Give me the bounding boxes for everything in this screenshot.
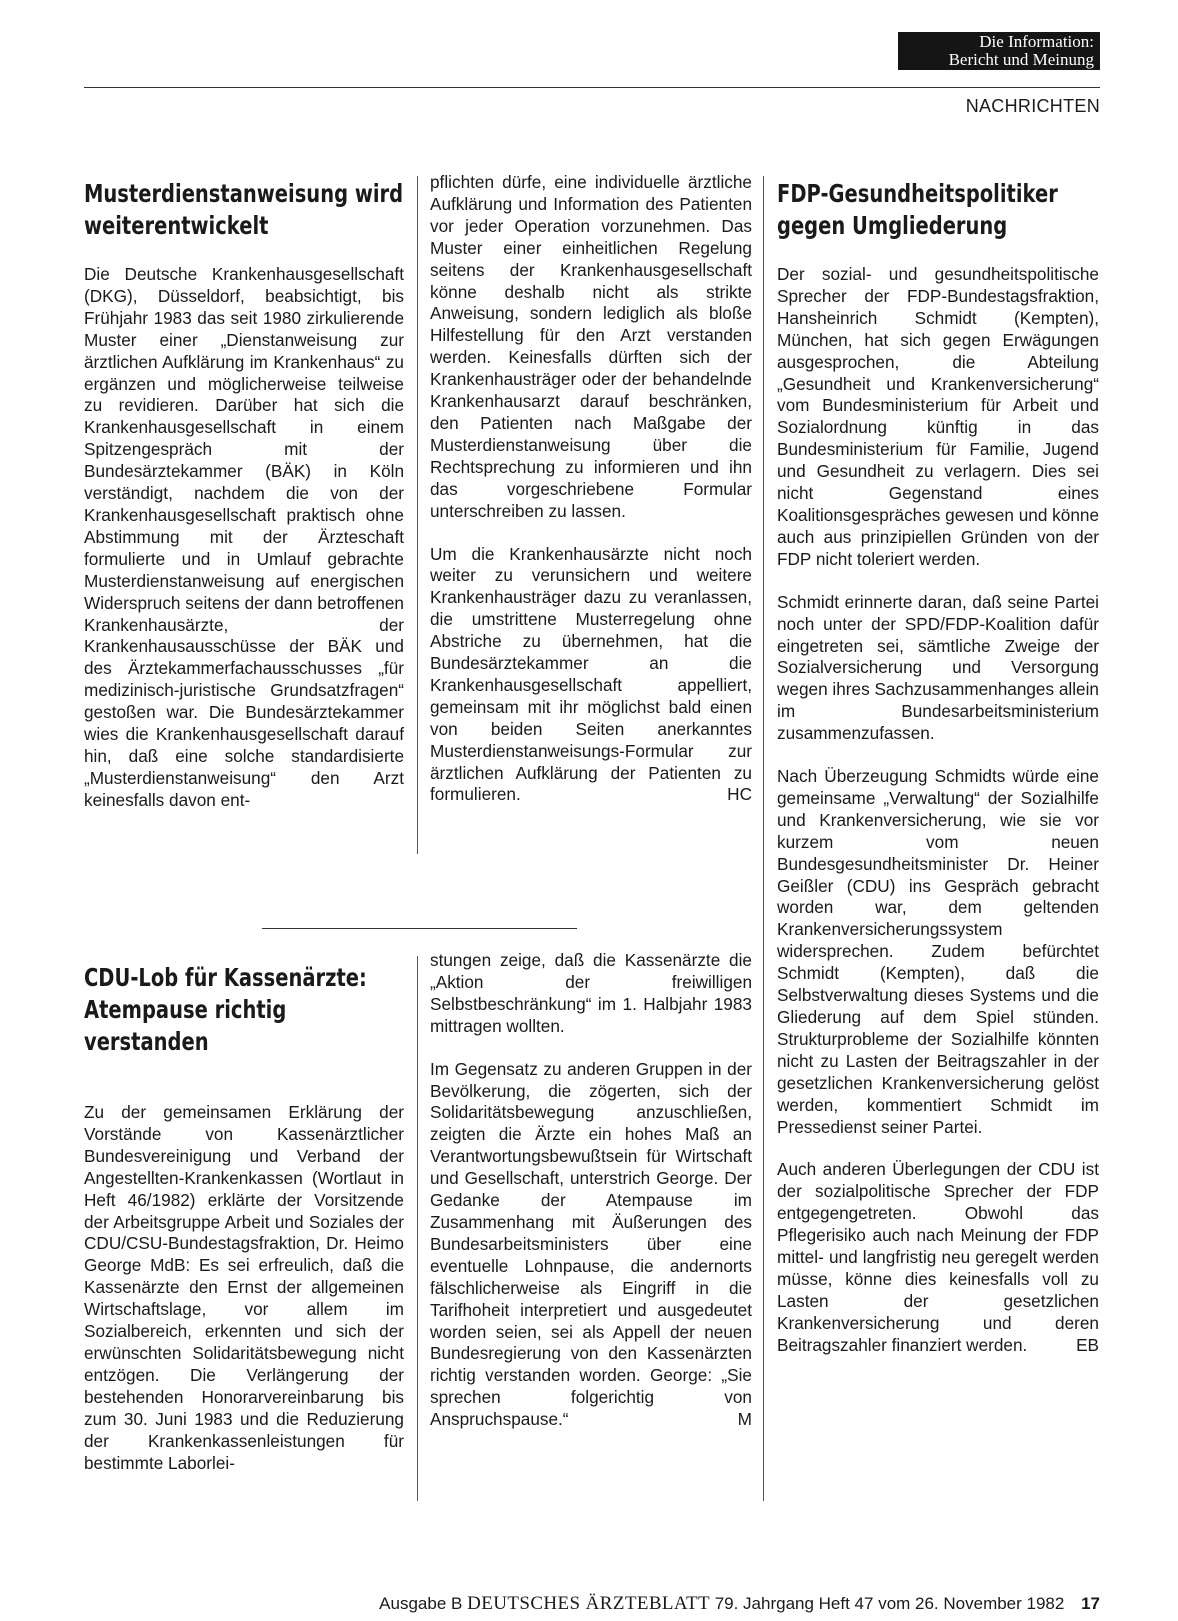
article2-title: CDU-Lob für Kassenärzte: Atempause richtig verstanden <box>84 963 367 1056</box>
column-divider <box>417 176 418 854</box>
article1-col1 <box>84 178 404 812</box>
header-rule <box>84 87 1100 88</box>
article-separator <box>262 928 577 929</box>
article2-signature: M <box>737 1409 752 1430</box>
badge-line-2: Bericht und Meinung <box>948 50 1094 69</box>
footer-journal: DEUTSCHES ÄRZTEBLATT <box>467 1593 710 1614</box>
footer-edition: Ausgabe B <box>379 1594 463 1613</box>
badge-line-1: Die Information: <box>979 32 1094 51</box>
article3-col <box>777 178 1099 1357</box>
article3-signature: EB <box>1076 1334 1099 1355</box>
column-divider <box>763 176 764 1501</box>
page-footer <box>0 1593 1100 1615</box>
article1-col2 <box>430 172 752 806</box>
article2-col2 <box>430 950 752 1431</box>
section-label: NACHRICHTEN <box>965 96 1100 116</box>
article3-text-p3: Nach Überzeugung Schmidts würde eine gemeinsame „Verwaltung“ der Sozialhilfe und Krankenversicherung, wie sie vor kurzem vom neuen Bundesgesundheitsminister Dr. Heiner Geißler (CDU) ins Gespräch gebracht worden war, dem geltenden Krankenversicherungssystem widersprechen. Zudem befürchtet Schmidt (Kempten), daß die Selbstverwaltung dieses Systems und die Gliederung auf dem Spiel stünden. Strukturprobleme der Sozialhilfe könnten nicht zu Lasten der Beitragszahler in der gesetzlichen Krankenversicherung gelöst werden, kommentiert Schmidt im Pressedienst seiner Partei. <box>777 766 1099 1137</box>
article1-text-col1: Die Deutsche Krankenhausgesellschaft (DKG), Düsseldorf, beabsichtigt, bis Frühjahr 1983 das seit 1980 zirkulierende Muster einer „Dienstanweisung zur ärztlichen Aufklärung im Krankenhaus“ zu ergänzen und möglicherweise teilweise zu revidieren. Darüber hat sich die Krankenhausgesellschaft in einem Spitzengespräch mit der Bundesärztekammer (BÄK) in Köln verständigt, nachdem die von der Krankenhausgesellschaft praktisch ohne Abstimmung mit der Ärzteschaft formulierte und in Umlauf gebrachte Musterdienstanweisung auf energischen Widerspruch seitens der dann betroffenen Krankenhausärzte, der Krankenhausausschüsse der BÄK und des Ärztekammerfachausschusses „für medizinisch-juristische Grundsatzfragen“ gestoßen war. Die Bundesärztekammer wies die Krankenhausgesellschaft darauf hin, daß eine solche standardisierte „Musterdienstanweisung“ den Arzt keinesfalls davon ent- <box>84 264 404 810</box>
article3-title: FDP-Gesundheitspolitiker gegen Umgliederung <box>777 179 1058 240</box>
page-number: 17 <box>1081 1594 1100 1613</box>
article2-text-col1: Zu der gemeinsamen Erklärung der Vorstände von Kassenärztlicher Bundesvereinigung und Verband der Angestellten-Krankenkassen (Wortlaut in Heft 46/1982) erklärte der Vorsitzende der Arbeitsgruppe Arbeit und Soziales der CDU/CSU-Bundestagsfraktion, Dr. Heimo George MdB: Es sei erfreulich, daß die Kassenärzte den Ernst der allgemeinen Wirtschaftslage, vor allem im Sozialbereich, erkennten und sich der erwünschten Solidaritätsbewegung nicht entzögen. Die Verlängerung der bestehenden Honorarvereinbarung bis zum 30. Juni 1983 und die Reduzierung der Krankenkassenleistungen für bestimmte Laborlei- <box>84 1102 404 1473</box>
article3-text-p2: Schmidt erinnerte daran, daß seine Partei noch unter der SPD/FDP-Koalition dafür eingetreten sei, sämtliche Zweige der Sozialversicherung und Versorgung wegen ihres Sachzusammenhanges allein im Bundesarbeitsministerium zusammenzufassen. <box>777 591 1099 744</box>
article3-text-p4: Auch anderen Überlegungen der CDU ist der sozialpolitische Sprecher der FDP entgegengetreten. Obwohl das Pflegerisiko auch nach Meinung der FDP mittel- und langfristig neu geregelt werden müsse, könne dies keinesfalls voll zu Lasten der gesetzlichen Krankenversicherung und deren Beitragszahler finanziert werden. EB <box>777 1159 1099 1355</box>
article1-text-col2-p2: Um die Krankenhausärzte nicht noch weiter zu verunsichern und weitere Krankenhausträger dazu zu veranlassen, die umstrittene Musterregelung ohne Abstriche zu übernehmen, hat die Bundesärztekammer an die Krankenhausgesellschaft appelliert, gemeinsam mit ihr möglichst bald einen von beiden Seiten anerkanntes Musterdienstanweisungs-Formular zur ärztlichen Aufklärung der Patienten zu formulieren. HC <box>430 543 752 805</box>
article2-col1 <box>84 962 404 1474</box>
article2-text-col2-p2: Im Gegensatz zu anderen Gruppen in der Bevölkerung, die zögerten, sich der Solidaritätsbewegung anzuschließen, zeigten die Ärzte ein hohes Maß an Verantwortungsbewußtsein für Wirtschaft und Gesellschaft, unterstrich George. Der Gedanke der Atempause im Zusammenhang mit Äußerungen des Bundesarbeitsministers über eine eventuelle Lohnpause, die andernorts fälschlicherweise als Eingriff in die Tarifhoheit interpretiert und ausgedeutet worden seien, sei als Appell der neuen Bundesregierung von den Kassenärzten richtig verstanden worden. George: „Sie sprechen folgerichtig von Anspruchspause.“ M <box>430 1058 752 1430</box>
footer-issue: 79. Jahrgang Heft 47 vom 26. November 1982 <box>714 1594 1065 1613</box>
article3-text-p1: Der sozial- und gesundheitspolitische Sprecher der FDP-Bundestagsfraktion, Hansheinrich Schmidt (Kempten), München, hat sich gegen Erwägungen ausgesprochen, die Abteilung „Gesundheit und Krankenversicherung“ vom Bundesministerium für Arbeit und Sozialordnung künftig in das Bundesministerium für Familie, Jugend und Gesundheit zu verlagern. Dies sei nicht Gegenstand eines Koalitionsgespräches gewesen und könne auch aus prinzipiellen Gründen von der FDP nicht toleriert werden. <box>777 264 1100 569</box>
column-divider <box>417 956 418 1501</box>
article1-signature: HC <box>727 784 752 805</box>
article1-text-col2-p1: pflichten dürfe, eine individuelle ärztliche Aufklärung und Information des Patienten vor jeder Operation vorzunehmen. Das Muster einer einheitlichen Regelung seitens der Krankenhausgesellschaft könne deshalb nicht als strikte Anweisung, sondern lediglich als bloße Hilfestellung für den Arzt verstanden werden. Keinesfalls dürften sich der Krankenhausträger oder der behandelnde Krankenhausarzt darauf beschränken, den Patienten nach Maßgabe der Musterdienstanweisung über die Rechtsprechung zu informieren und ihn das vorgeschriebene Formular unterschreiben zu lassen. <box>430 172 752 521</box>
article1-title: Musterdienstanweisung wird weiterentwickelt <box>84 179 404 240</box>
article2-text-col2-p1: stungen zeige, daß die Kassenärzte die „Aktion der freiwilligen Selbstbeschränkung“ im 1. Halbjahr 1983 mittragen wollten. <box>430 950 752 1036</box>
section-badge <box>898 32 1100 70</box>
